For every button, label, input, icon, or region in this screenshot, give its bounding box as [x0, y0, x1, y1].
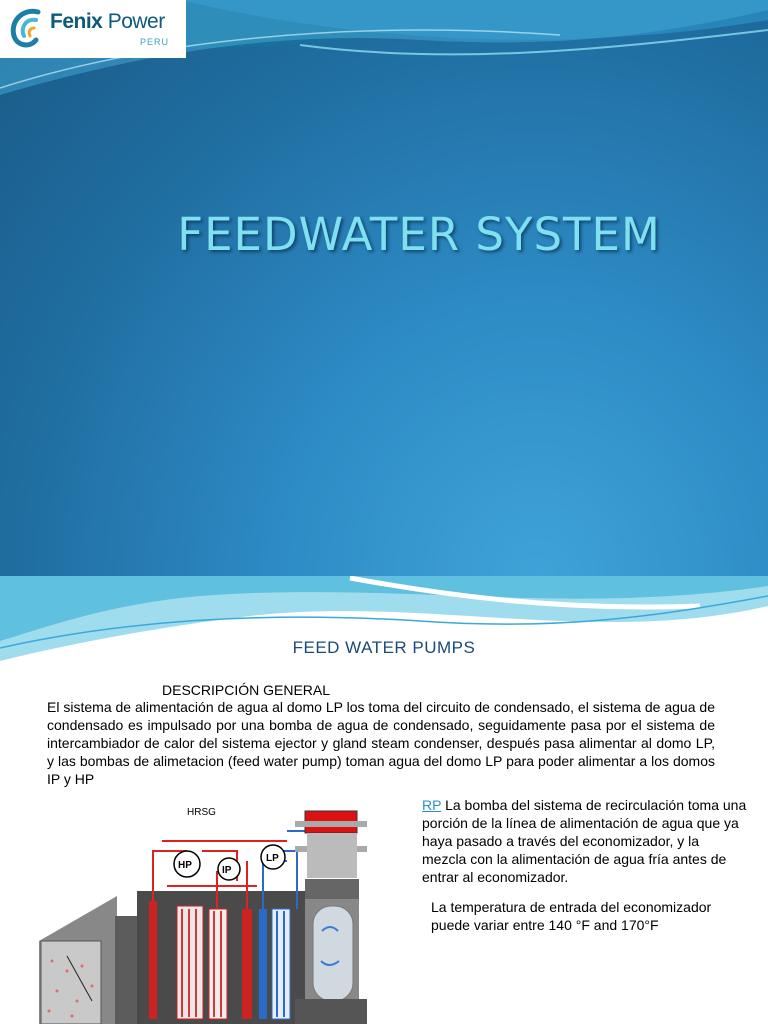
svg-text:IP: IP	[222, 865, 232, 876]
section-subtitle: DESCRIPCIÓN GENERAL	[162, 682, 331, 698]
section-title: FEED WATER PUMPS	[292, 638, 476, 657]
svg-text:HP: HP	[178, 860, 192, 871]
hrsg-diagram	[37, 791, 381, 1024]
slide-title: FEEDWATER SYSTEM	[177, 208, 661, 261]
logo-country: PERU	[140, 37, 170, 47]
content-slide	[0, 576, 768, 1024]
rp-link[interactable]: RP	[422, 797, 442, 813]
logo-wordmark: Fenix Power	[50, 10, 165, 33]
hrsg-label: HRSG	[187, 807, 216, 818]
temperature-note: La temperatura de entrada del economizador puede variar entre 140 °F and 170°F	[431, 899, 712, 933]
rp-description: RP La bomba del sistema de recirculación toma una porción de la línea de alimentación de agua que ya haya pasado a través del economizador, y la mezcla con la alimentación de agua fría antes de entrar al economizador.	[422, 797, 747, 885]
fenix-power-logo	[0, 0, 186, 58]
fenix-swirl-icon	[8, 6, 48, 50]
svg-text:LP: LP	[266, 853, 279, 864]
description-paragraph: El sistema de alimentación de agua al domo LP los toma del circuito de condensado, el sistema de agua de condensado es impulsado por una bomba de agua de condensado, seguidamente pasa por el sistema de intercambiador de calor del sistema ejector y gland steam condenser, después pasa alimentar al domo LP, y las bombas de alimetacion (feed water pump) toman agua del domo LP para poder alimentar a los domos IP y HP	[47, 699, 715, 787]
